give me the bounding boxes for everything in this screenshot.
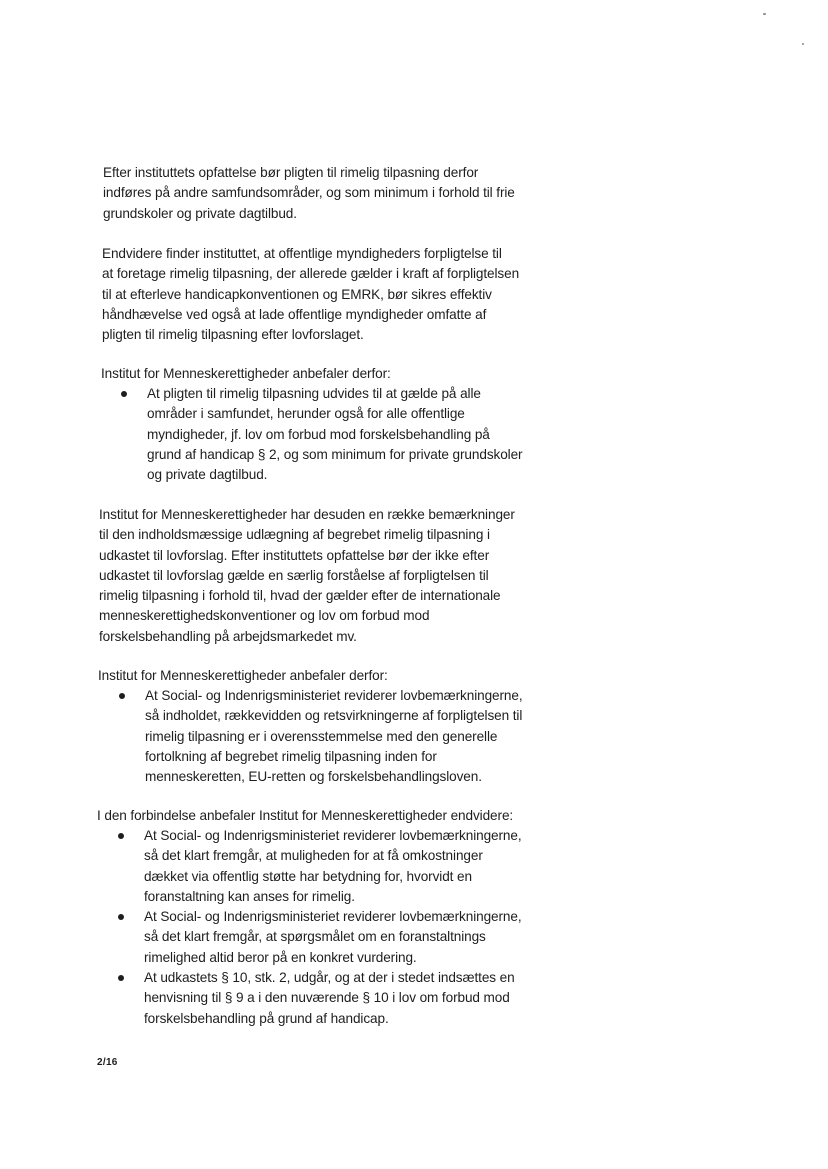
text-line: grundskoler og private dagtilbud. <box>103 205 297 221</box>
text-line: menneskeretten, EU-retten og forskelsbehandlingsloven. <box>145 769 482 785</box>
text-line: forskelsbehandling på arbejdsmarkedet mv. <box>99 628 357 644</box>
text-line: pligten til rimelig tilpasning efter lovforslaget. <box>102 327 364 343</box>
text-line: menneskerettighedskonventioner og lov om forbud mod <box>99 608 430 624</box>
text-line: Institut for Menneskerettigheder har desuden en række bemærkninger <box>99 507 515 522</box>
bullet-icon <box>118 914 124 920</box>
text-line: foranstaltning kan anses for rimelig. <box>144 888 355 904</box>
text-line: Institut for Menneskerettigheder anbefaler derfor: <box>98 668 388 683</box>
text-line: fortolkning af begrebet rimelig tilpasning inden for <box>145 748 437 764</box>
list-item <box>118 907 522 968</box>
text-line: myndigheder, jf. lov om forbud mod forskelsbehandling på <box>147 426 490 442</box>
text-line: indføres på andre samfundsområder, og som minimum i forhold til frie <box>103 185 515 201</box>
text-line: rimelighed altid beror på en konkret vurdering. <box>144 949 417 965</box>
recommendation-intro-2 <box>98 666 388 686</box>
text-line: og private dagtilbud. <box>147 467 268 483</box>
text-line: udkastet til lovforslag gælde en særlig forståelse af forpligtelsen til <box>99 567 489 583</box>
text-line: forskelsbehandling på grund af handicap. <box>144 1010 389 1026</box>
paragraph-1 <box>103 163 515 224</box>
text-line: At udkastets § 10, stk. 2, udgår, og at der i stedet indsættes en <box>144 970 515 986</box>
text-line: så det klart fremgår, at spørgsmålet om en foranstaltnings <box>144 929 486 945</box>
text-line: områder i samfundet, herunder også for alle offentlige <box>147 406 465 422</box>
bullet-icon <box>118 975 124 981</box>
paragraph-4 <box>99 505 515 647</box>
text-line: At pligten til rimelig tilpasning udvides til at gælde på alle <box>147 386 481 401</box>
text-line: grund af handicap § 2, og som minimum for private grundskoler <box>147 446 523 462</box>
text-line: henvisning til § 9 a i den nuværende § 10 i lov om forbud mod <box>144 990 510 1006</box>
bullet-icon <box>121 391 127 397</box>
scan-speck <box>802 43 804 45</box>
text-line: til den indholdsmæssige udlægning af begrebet rimelig tilpasning i <box>99 527 490 543</box>
recommendation-intro-1 <box>101 364 391 384</box>
text-line: At Social- og Indenrigsministeriet reviderer lovbemærkningerne, <box>145 688 523 703</box>
page-number: 2/16 <box>97 1057 118 1068</box>
recommendation-intro-3 <box>97 806 513 826</box>
recommendation-list-3 <box>118 826 522 1029</box>
text-line: rimelig tilpasning er i overensstemmelse med den generelle <box>145 728 498 744</box>
text-line: rimelig tilpasning i forhold til, hvad der gælder efter de internationale <box>99 588 501 604</box>
text-line: At Social- og Indenrigsministeriet reviderer lovbemærkningerne, <box>144 828 522 843</box>
text-line: I den forbindelse anbefaler Institut for Menneskerettigheder endvidere: <box>97 808 514 823</box>
bullet-icon <box>119 693 125 699</box>
bullet-icon <box>118 833 124 839</box>
text-line: håndhævelse ved også at lade offentlige myndigheder omfatte af <box>102 306 487 322</box>
text-line: udkastet til lovforslag. Efter instituttets opfattelse bør der ikke efter <box>99 547 490 563</box>
list-item <box>118 826 522 907</box>
recommendation-list-2 <box>119 686 523 787</box>
text-line: At Social- og Indenrigsministeriet reviderer lovbemærkningerne, <box>144 909 522 925</box>
text-line: dækket via offentlig støtte har betydning for, hvorvidt en <box>144 868 472 884</box>
text-line: Endvidere finder instituttet, at offentlige myndigheders forpligtelse til <box>102 246 502 261</box>
list-item <box>121 384 522 485</box>
text-line: så indholdet, rækkevidden og retsvirkningerne af forpligtelsen til <box>145 708 523 724</box>
list-item <box>119 686 523 787</box>
recommendation-list-1 <box>121 384 522 485</box>
text-line: Institut for Menneskerettigheder anbefaler derfor: <box>101 366 391 381</box>
text-line: til at efterleve handicapkonventionen og EMRK, bør sikres effektiv <box>102 286 492 302</box>
scan-speck <box>763 13 766 15</box>
text-line: så det klart fremgår, at muligheden for at få omkostninger <box>144 848 483 864</box>
text-line: Efter instituttets opfattelse bør pligten til rimelig tilpasning derfor <box>103 165 479 180</box>
text-line: at foretage rimelig tilpasning, der allerede gælder i kraft af forpligtelsen <box>102 266 520 282</box>
list-item <box>118 968 522 1029</box>
paragraph-2 <box>102 244 519 345</box>
